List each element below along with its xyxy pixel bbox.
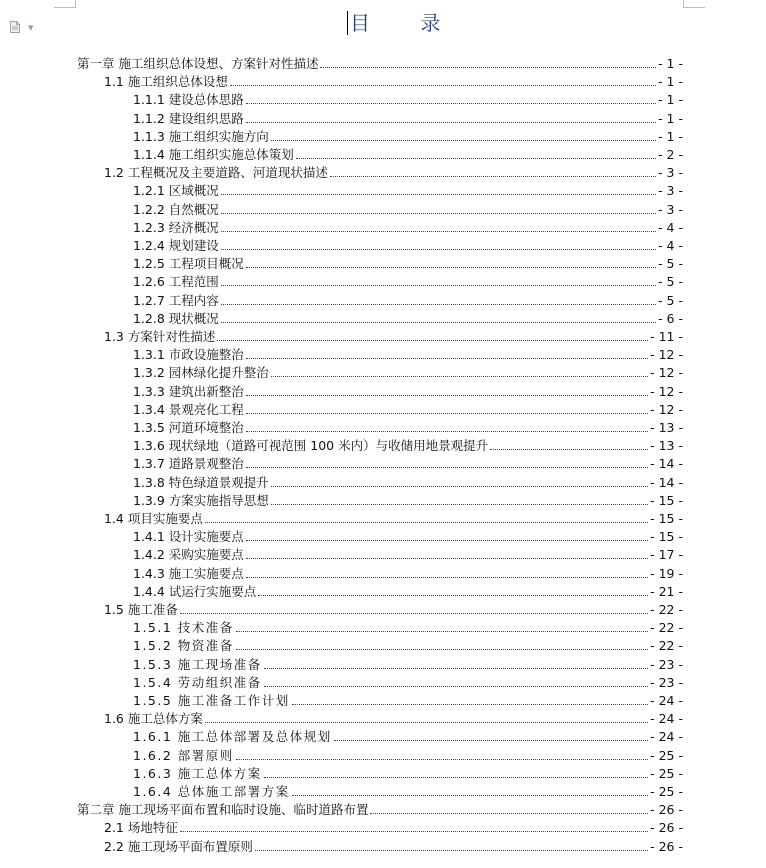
toc-dot-leader [334,740,648,741]
toc-entry-label: 1.4 项目实施要点 [104,511,203,526]
toc-entry-label: 1.3.6 现状绿地（道路可视范围 100 米内）与收储用地景观提升 [133,438,489,454]
toc-entry-label: 1.6 施工总体方案 [104,711,203,727]
toc-page-number: - 1 - [658,128,683,144]
toc-entry-label: 1.6.3 施工总体方案 [133,765,262,781]
toc-entry[interactable] [104,818,683,836]
toc-entry[interactable] [133,782,683,800]
toc-page-number: - 3 - [658,201,683,217]
toc-entry-label: 1.4.4 试运行实施要点 [133,583,257,599]
toc-page-number: - 13 - [650,420,683,435]
toc-dot-leader [180,613,648,614]
toc-dot-leader [271,376,648,377]
toc-page-number: - 26 - [650,820,683,836]
toc-page-number: - 12 - [650,347,683,363]
toc-dot-leader [271,140,656,141]
toc-entry[interactable] [133,691,683,709]
toc-page-number: - 11 - [650,329,683,344]
toc-dot-leader [246,467,648,468]
toc-dot-leader [264,686,648,687]
toc-entry[interactable] [133,727,683,745]
toc-dot-leader [255,850,648,851]
toc-entry[interactable] [104,163,683,181]
toc-entry-label: 1.1.3 施工组织实施方向 [133,128,269,144]
toc-entry-label: 1.6.2 部署原则 [133,747,234,763]
toc-dot-leader [296,158,656,159]
toc-page-number: - 24 - [650,729,683,745]
toc-page-number: - 21 - [650,583,683,599]
toc-entry-label: 1.1.1 建设总体思路 [133,92,244,108]
toc-entry-label: 1.2.5 工程项目概况 [133,256,244,272]
toc-entry-label: 1.1.2 建设组织思路 [133,110,244,126]
toc-page-number: - 5 - [658,274,683,290]
toc-dot-leader [246,122,656,123]
toc-entry[interactable] [133,291,683,309]
toc-dot-leader [246,540,648,541]
toc-entry-label: 2.2 施工现场平面布置原则 [104,838,253,854]
toc-page-number: - 24 - [650,693,683,708]
toc-dot-leader [180,831,648,832]
chevron-down-icon[interactable]: ▼ [28,24,34,32]
toc-entry-label: 1.5.1 技术准备 [133,620,234,636]
toc-entry[interactable] [133,673,683,691]
toc-dot-leader [221,213,656,214]
crop-mark-left-horizontal [54,7,76,8]
toc-page-number: - 5 - [658,292,683,308]
toc-dot-leader [330,176,656,177]
toc-entry[interactable] [104,327,683,345]
toc-page-number: - 1 - [658,56,683,71]
toc-page-number: - 23 - [650,674,683,690]
toc-page-number: - 4 - [658,238,683,253]
toc-dot-leader [246,558,648,559]
toc-entry-label: 1.3.5 河道环境整治 [133,420,244,435]
toc-page-number: - 17 - [650,547,683,563]
toc-dot-leader [258,595,648,596]
toc-entry[interactable] [133,764,683,782]
toc-entry-label: 1.2.7 工程内容 [133,292,219,308]
toc-entry-label: 2.1 场地特征 [104,820,178,836]
toc-dot-leader [221,304,656,305]
toc-entry-label: 1.5.4 劳动组织准备 [133,674,262,690]
toc-dot-leader [320,67,656,68]
toc-page-number: - 3 - [658,165,683,181]
toc-dot-leader [221,249,656,250]
toc-page-number: - 6 - [658,310,683,326]
toc-entry[interactable] [133,655,683,673]
toc-entry[interactable] [133,746,683,764]
toc-entry-label: 1.1.4 施工组织实施总体策划 [133,147,294,162]
toc-entry-label: 1.2.2 自然概况 [133,201,219,217]
toc-entry-label: 1.5 施工准备 [104,602,178,617]
toc-entry[interactable] [104,72,683,90]
text-cursor [347,11,348,35]
toc-entry-label: 1.2.1 区域概况 [133,183,219,199]
toc-entry-label: 1.4.3 施工实施要点 [133,565,244,581]
toc-dot-leader [264,668,648,669]
toc-dot-leader [221,194,656,195]
toc-page-number: - 26 - [650,838,683,854]
toc-page-number: - 2 - [658,147,683,162]
crop-mark-right-horizontal [683,7,705,8]
toc-entry[interactable] [133,527,683,545]
toc-entry[interactable] [133,564,683,582]
toc-entry[interactable] [133,473,683,491]
toc-entry[interactable] [133,272,683,290]
toc-entry-label: 1.3.7 道路景观整治 [133,456,244,472]
toc-dot-leader [271,504,648,505]
toc-entry[interactable] [133,345,683,363]
toc-entry-label: 1.6.1 施工总体部署及总体规划 [133,729,332,745]
toc-page-number: - 26 - [650,802,683,818]
toc-page-number: - 25 - [650,765,683,781]
toc-dot-leader [246,431,648,432]
toc-page-number: - 15 - [650,529,683,545]
toc-page-number: - 1 - [658,92,683,108]
toc-entry[interactable] [77,54,683,72]
toc-entry[interactable] [133,491,683,509]
toc-page-number: - 23 - [650,656,683,672]
toc-entry[interactable] [133,236,683,254]
toc-entry-label: 1.2.8 现状概况 [133,310,219,326]
toc-page-number: - 22 - [650,602,683,617]
toc-entry-label: 1.3.1 市政设施整治 [133,347,244,363]
toc-entry[interactable] [104,709,683,727]
toc-entry-label: 1.3.4 景观亮化工程 [133,401,244,417]
toc-entry[interactable] [133,109,683,127]
toc-page-number: - 14 - [650,456,683,472]
toc-entry-label: 1.4.1 设计实施要点 [133,529,244,545]
toc-entry[interactable] [133,309,683,327]
toc-page-number: - 14 - [650,474,683,490]
toc-entry[interactable] [133,400,683,418]
toc-dot-leader [230,85,656,86]
toc-entry[interactable] [133,145,683,163]
toc-dot-leader [246,577,648,578]
toc-dot-leader [264,777,648,778]
toc-dot-leader [246,358,648,359]
toc-page-number: - 1 - [658,74,683,90]
toc-entry-label: 第二章 施工现场平面布置和临时设施、临时道路布置 [77,802,369,818]
toc-dot-leader [217,340,648,341]
toc-entry[interactable] [133,181,683,199]
toc-page-number: - 15 - [650,492,683,508]
toc-entry[interactable] [133,418,683,436]
toc-dot-leader [271,486,648,487]
toc-page-number: - 1 - [658,110,683,126]
toc-dot-leader [236,631,648,632]
toc-entry-label: 1.2.6 工程范围 [133,274,219,290]
toc-dot-leader [292,795,648,796]
toc-entry[interactable] [133,436,683,454]
toc-dot-leader [236,759,648,760]
toc-entry-label: 1.2.4 规划建设 [133,238,219,253]
toc-dot-leader [221,285,656,286]
toc-entry[interactable] [133,582,683,600]
toc-page-number: - 25 - [650,784,683,799]
toc-page-number: - 4 - [658,219,683,235]
toc-dot-leader [246,267,656,268]
toc-entry-label: 1.6.4 总体施工部署方案 [133,784,290,799]
toc-dot-leader [246,395,648,396]
toc-dot-leader [292,704,648,705]
toc-entry-label: 1.2.3 经济概况 [133,219,219,235]
toc-page-number: - 24 - [650,711,683,727]
toc-entry[interactable] [133,127,683,145]
toc-dot-leader [205,522,648,523]
toc-dot-leader [221,322,656,323]
crop-mark-left-vertical [75,0,76,7]
toc-entry-label: 1.1 施工组织总体设想 [104,74,228,90]
toc-entry[interactable] [133,382,683,400]
toc-entry-label: 第一章 施工组织总体设想、方案针对性描述 [77,56,319,71]
toc-entry-label: 1.3.3 建筑出新整治 [133,383,244,399]
toc-entry-label: 1.3.9 方案实施指导思想 [133,492,269,508]
toc-title: 目 录 [350,11,463,35]
toc-entry[interactable] [133,90,683,108]
toc-entry-label: 1.5.5 施工准备工作计划 [133,693,290,708]
toc-page-number: - 5 - [658,256,683,272]
toc-page-number: - 15 - [650,511,683,526]
toc-dot-leader [221,231,656,232]
toc-entry-label: 1.3 方案针对性描述 [104,329,216,344]
toc-page-number: - 25 - [650,747,683,763]
toc-entry[interactable] [133,218,683,236]
toc-page-number: - 12 - [650,383,683,399]
toc-page-number: - 3 - [658,183,683,199]
crop-mark-right-vertical [683,0,684,7]
toc-page-number: - 13 - [650,438,683,454]
toc-entry-label: 1.5.3 施工现场准备 [133,656,262,672]
toc-entry[interactable] [133,200,683,218]
toc-entry[interactable] [133,636,683,654]
toc-dot-leader [490,449,648,450]
toc-entry-label: 1.2 工程概况及主要道路、河道现状描述 [104,165,328,181]
toc-page-number: - 19 - [650,565,683,581]
toc-entry-label: 1.3.2 园林绿化提升整治 [133,365,269,381]
toc-dot-leader [246,413,648,414]
toc-page-number: - 12 - [650,365,683,381]
toc-entry[interactable] [133,618,683,636]
toc-page-number: - 22 - [650,638,683,654]
toc-entry[interactable] [133,363,683,381]
toc-entry[interactable] [133,454,683,472]
toc-entry[interactable] [133,254,683,272]
toc-page-number: - 12 - [650,401,683,417]
toc-page-number: - 22 - [650,620,683,636]
toc-entry-label: 1.5.2 物资准备 [133,638,234,654]
toc-entry[interactable] [77,800,683,818]
toc-entry[interactable] [133,545,683,563]
toc-entry[interactable] [104,837,683,855]
toc-entry-label: 1.3.8 特色绿道景观提升 [133,474,269,490]
toc-entry[interactable] [104,600,683,618]
toc-dot-leader [246,103,656,104]
toc-entry[interactable] [104,509,683,527]
toc-dot-leader [236,649,648,650]
document-icon[interactable] [10,21,20,33]
toc-dot-leader [205,722,648,723]
toc-entry-label: 1.4.2 采购实施要点 [133,547,244,563]
toc-dot-leader [370,813,648,814]
